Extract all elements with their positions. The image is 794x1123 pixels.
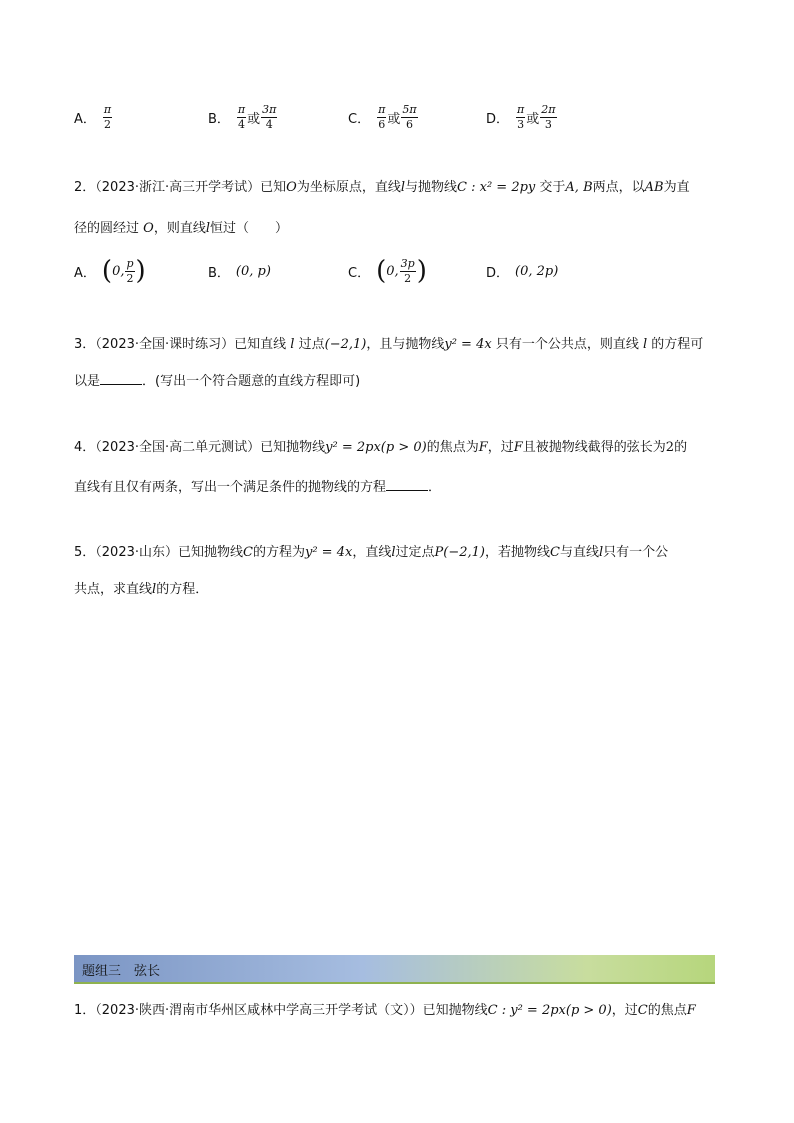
question-3-line-2 bbox=[74, 371, 360, 392]
text: 以是 bbox=[74, 374, 101, 389]
text: ，过 bbox=[611, 1003, 638, 1018]
text: 过定点 bbox=[395, 545, 435, 560]
math: O bbox=[143, 221, 154, 236]
text: 已知抛物线 bbox=[178, 545, 244, 560]
section-title: 题组三 弦长 bbox=[82, 964, 161, 979]
text: ，若抛物线 bbox=[484, 545, 550, 560]
text: 交于 bbox=[539, 180, 566, 195]
denominator: 2 bbox=[126, 271, 134, 285]
text: 已知抛物线 bbox=[422, 1003, 488, 1018]
text: ，且与抛物线 bbox=[366, 337, 445, 352]
q1-choice-b bbox=[208, 100, 278, 134]
or-text: 或 bbox=[526, 111, 540, 127]
math: l bbox=[290, 337, 295, 352]
text: 的方程． bbox=[156, 582, 209, 597]
answer-blank[interactable] bbox=[386, 477, 428, 491]
math-equation: y² = 4x bbox=[444, 337, 492, 352]
question-number: 2． bbox=[74, 180, 96, 195]
text: ．(写出一个符合题意的直线方程即可) bbox=[142, 374, 361, 389]
numerator: 3π bbox=[262, 102, 277, 116]
q1-choice-a bbox=[74, 100, 113, 134]
question-number: 1． bbox=[74, 1003, 96, 1018]
q2-choice-c bbox=[348, 254, 427, 288]
math-point: (−2,1) bbox=[324, 337, 367, 352]
math: 2 bbox=[665, 440, 675, 455]
math: l bbox=[598, 545, 604, 560]
text: ，过 bbox=[487, 440, 514, 455]
math: 0, bbox=[112, 263, 125, 279]
denominator: 4 bbox=[238, 117, 246, 131]
numerator: π bbox=[103, 102, 112, 116]
math: F bbox=[686, 1003, 696, 1018]
choice-letter: C． bbox=[348, 265, 371, 281]
left-paren: ( bbox=[376, 256, 387, 286]
choice-letter: D． bbox=[486, 111, 510, 127]
question-2-line-1 bbox=[74, 178, 690, 198]
q2-choice-d bbox=[486, 254, 558, 288]
section3-question-1-line-1 bbox=[74, 1001, 696, 1021]
question-number: 4． bbox=[74, 440, 96, 455]
denominator: 6 bbox=[378, 117, 386, 131]
question-source: （2023·浙江·高三开学考试） bbox=[95, 180, 261, 195]
text: 直线有且仅有两条，写出一个满足条件的抛物线的方程 bbox=[74, 480, 387, 495]
numerator: π bbox=[237, 102, 246, 116]
math: l bbox=[391, 545, 396, 560]
text: ． bbox=[428, 480, 442, 495]
text: ，直线 bbox=[352, 545, 392, 560]
math: C bbox=[243, 545, 253, 560]
choice-letter: B． bbox=[208, 111, 230, 127]
math: l bbox=[642, 337, 648, 352]
math: O bbox=[286, 180, 297, 195]
math: F bbox=[478, 440, 488, 455]
choice-letter: B． bbox=[208, 265, 230, 281]
numerator: p bbox=[126, 256, 134, 270]
denominator: 2 bbox=[104, 117, 112, 131]
math: (0, p) bbox=[235, 263, 271, 279]
choice-letter: A． bbox=[74, 265, 96, 281]
math: l bbox=[152, 582, 157, 597]
text: 两点，以 bbox=[592, 180, 645, 195]
choice-letter: C． bbox=[348, 111, 371, 127]
q1-choice-c bbox=[348, 100, 419, 134]
math-point: P(−2,1) bbox=[434, 545, 485, 560]
math: l bbox=[205, 221, 211, 236]
math: 0, bbox=[386, 263, 399, 279]
text: 只有一个公 bbox=[603, 545, 669, 560]
numerator: 2π bbox=[541, 102, 556, 116]
question-5-line-2 bbox=[74, 580, 208, 600]
text: 已知直线 bbox=[234, 337, 287, 352]
fraction bbox=[516, 104, 525, 131]
answer-blank[interactable] bbox=[100, 371, 142, 385]
fraction bbox=[261, 104, 277, 131]
denominator: 3 bbox=[544, 117, 552, 131]
question-source: （2023·山东） bbox=[95, 545, 178, 560]
fraction bbox=[540, 104, 556, 131]
text: 与抛物线 bbox=[405, 180, 458, 195]
left-paren: ( bbox=[101, 256, 113, 286]
question-number: 3． bbox=[74, 337, 96, 352]
math-equation: y² = 2px(p > 0) bbox=[325, 440, 427, 455]
numerator: 3p bbox=[400, 256, 415, 270]
math: C bbox=[637, 1003, 648, 1018]
q2-choice-a bbox=[74, 254, 146, 288]
denominator: 4 bbox=[265, 117, 273, 131]
text: ，则直线 bbox=[153, 221, 206, 236]
text: 恒过（ ） bbox=[210, 221, 289, 236]
text: 的焦点为 bbox=[426, 440, 479, 455]
math-equation: y² = 4x bbox=[304, 545, 353, 560]
question-source: （2023·陕西·渭南市华州区咸林中学高三开学考试（文）） bbox=[95, 1003, 423, 1018]
numerator: π bbox=[517, 102, 525, 116]
text: 的 bbox=[674, 440, 688, 455]
text: 径的圆经过 bbox=[74, 221, 140, 236]
question-4-line-1 bbox=[74, 438, 687, 458]
text: 的方程可 bbox=[651, 337, 704, 352]
text: 共点，求直线 bbox=[74, 582, 153, 597]
q2-choice-b bbox=[208, 254, 271, 288]
choice-letter: A． bbox=[74, 111, 96, 127]
section-header-bar bbox=[74, 955, 715, 984]
or-text: 或 bbox=[387, 111, 401, 127]
right-paren: ) bbox=[135, 256, 146, 286]
math: F bbox=[513, 440, 523, 455]
text: 为坐标原点，直线 bbox=[296, 180, 401, 195]
fraction bbox=[400, 258, 416, 285]
text: 已知 bbox=[260, 180, 287, 195]
question-source: （2023·全国·课时练习） bbox=[95, 337, 235, 352]
text: 的焦点 bbox=[647, 1003, 687, 1018]
denominator: 3 bbox=[517, 117, 525, 131]
math: C bbox=[550, 545, 560, 560]
or-text: 或 bbox=[247, 111, 261, 127]
text: 的方程为 bbox=[252, 545, 305, 560]
numerator: 5π bbox=[402, 102, 417, 116]
question-number: 5． bbox=[74, 545, 96, 560]
question-source: （2023·全国·高二单元测试） bbox=[95, 440, 261, 455]
math: A, B bbox=[565, 180, 593, 195]
fraction bbox=[377, 104, 386, 131]
text: 为直 bbox=[663, 180, 690, 195]
text: 与直线 bbox=[559, 545, 599, 560]
fraction bbox=[401, 104, 417, 131]
numerator: π bbox=[378, 102, 386, 116]
right-paren: ) bbox=[416, 256, 427, 286]
math-equation: C : y² = 2px(p > 0) bbox=[487, 1003, 612, 1018]
text: 已知抛物线 bbox=[260, 440, 326, 455]
question-5-line-1 bbox=[74, 543, 668, 563]
math-equation: C : x² = 2py bbox=[457, 180, 536, 195]
question-3-line-1 bbox=[74, 335, 703, 355]
question-4-line-2 bbox=[74, 477, 441, 498]
text: 且被抛物线截得的弦长为 bbox=[522, 440, 666, 455]
fraction bbox=[237, 104, 246, 131]
choice-letter: D． bbox=[486, 265, 510, 281]
math: l bbox=[400, 180, 406, 195]
denominator: 2 bbox=[404, 271, 412, 285]
q1-choice-d bbox=[486, 100, 558, 134]
text: 过点 bbox=[298, 337, 325, 352]
question-2-line-2 bbox=[74, 219, 288, 239]
denominator: 6 bbox=[405, 117, 413, 131]
fraction bbox=[125, 258, 134, 285]
math: AB bbox=[644, 180, 664, 195]
math: (0, 2p) bbox=[515, 263, 559, 279]
fraction bbox=[103, 104, 112, 131]
text: 只有一个公共点，则直线 bbox=[495, 337, 639, 352]
